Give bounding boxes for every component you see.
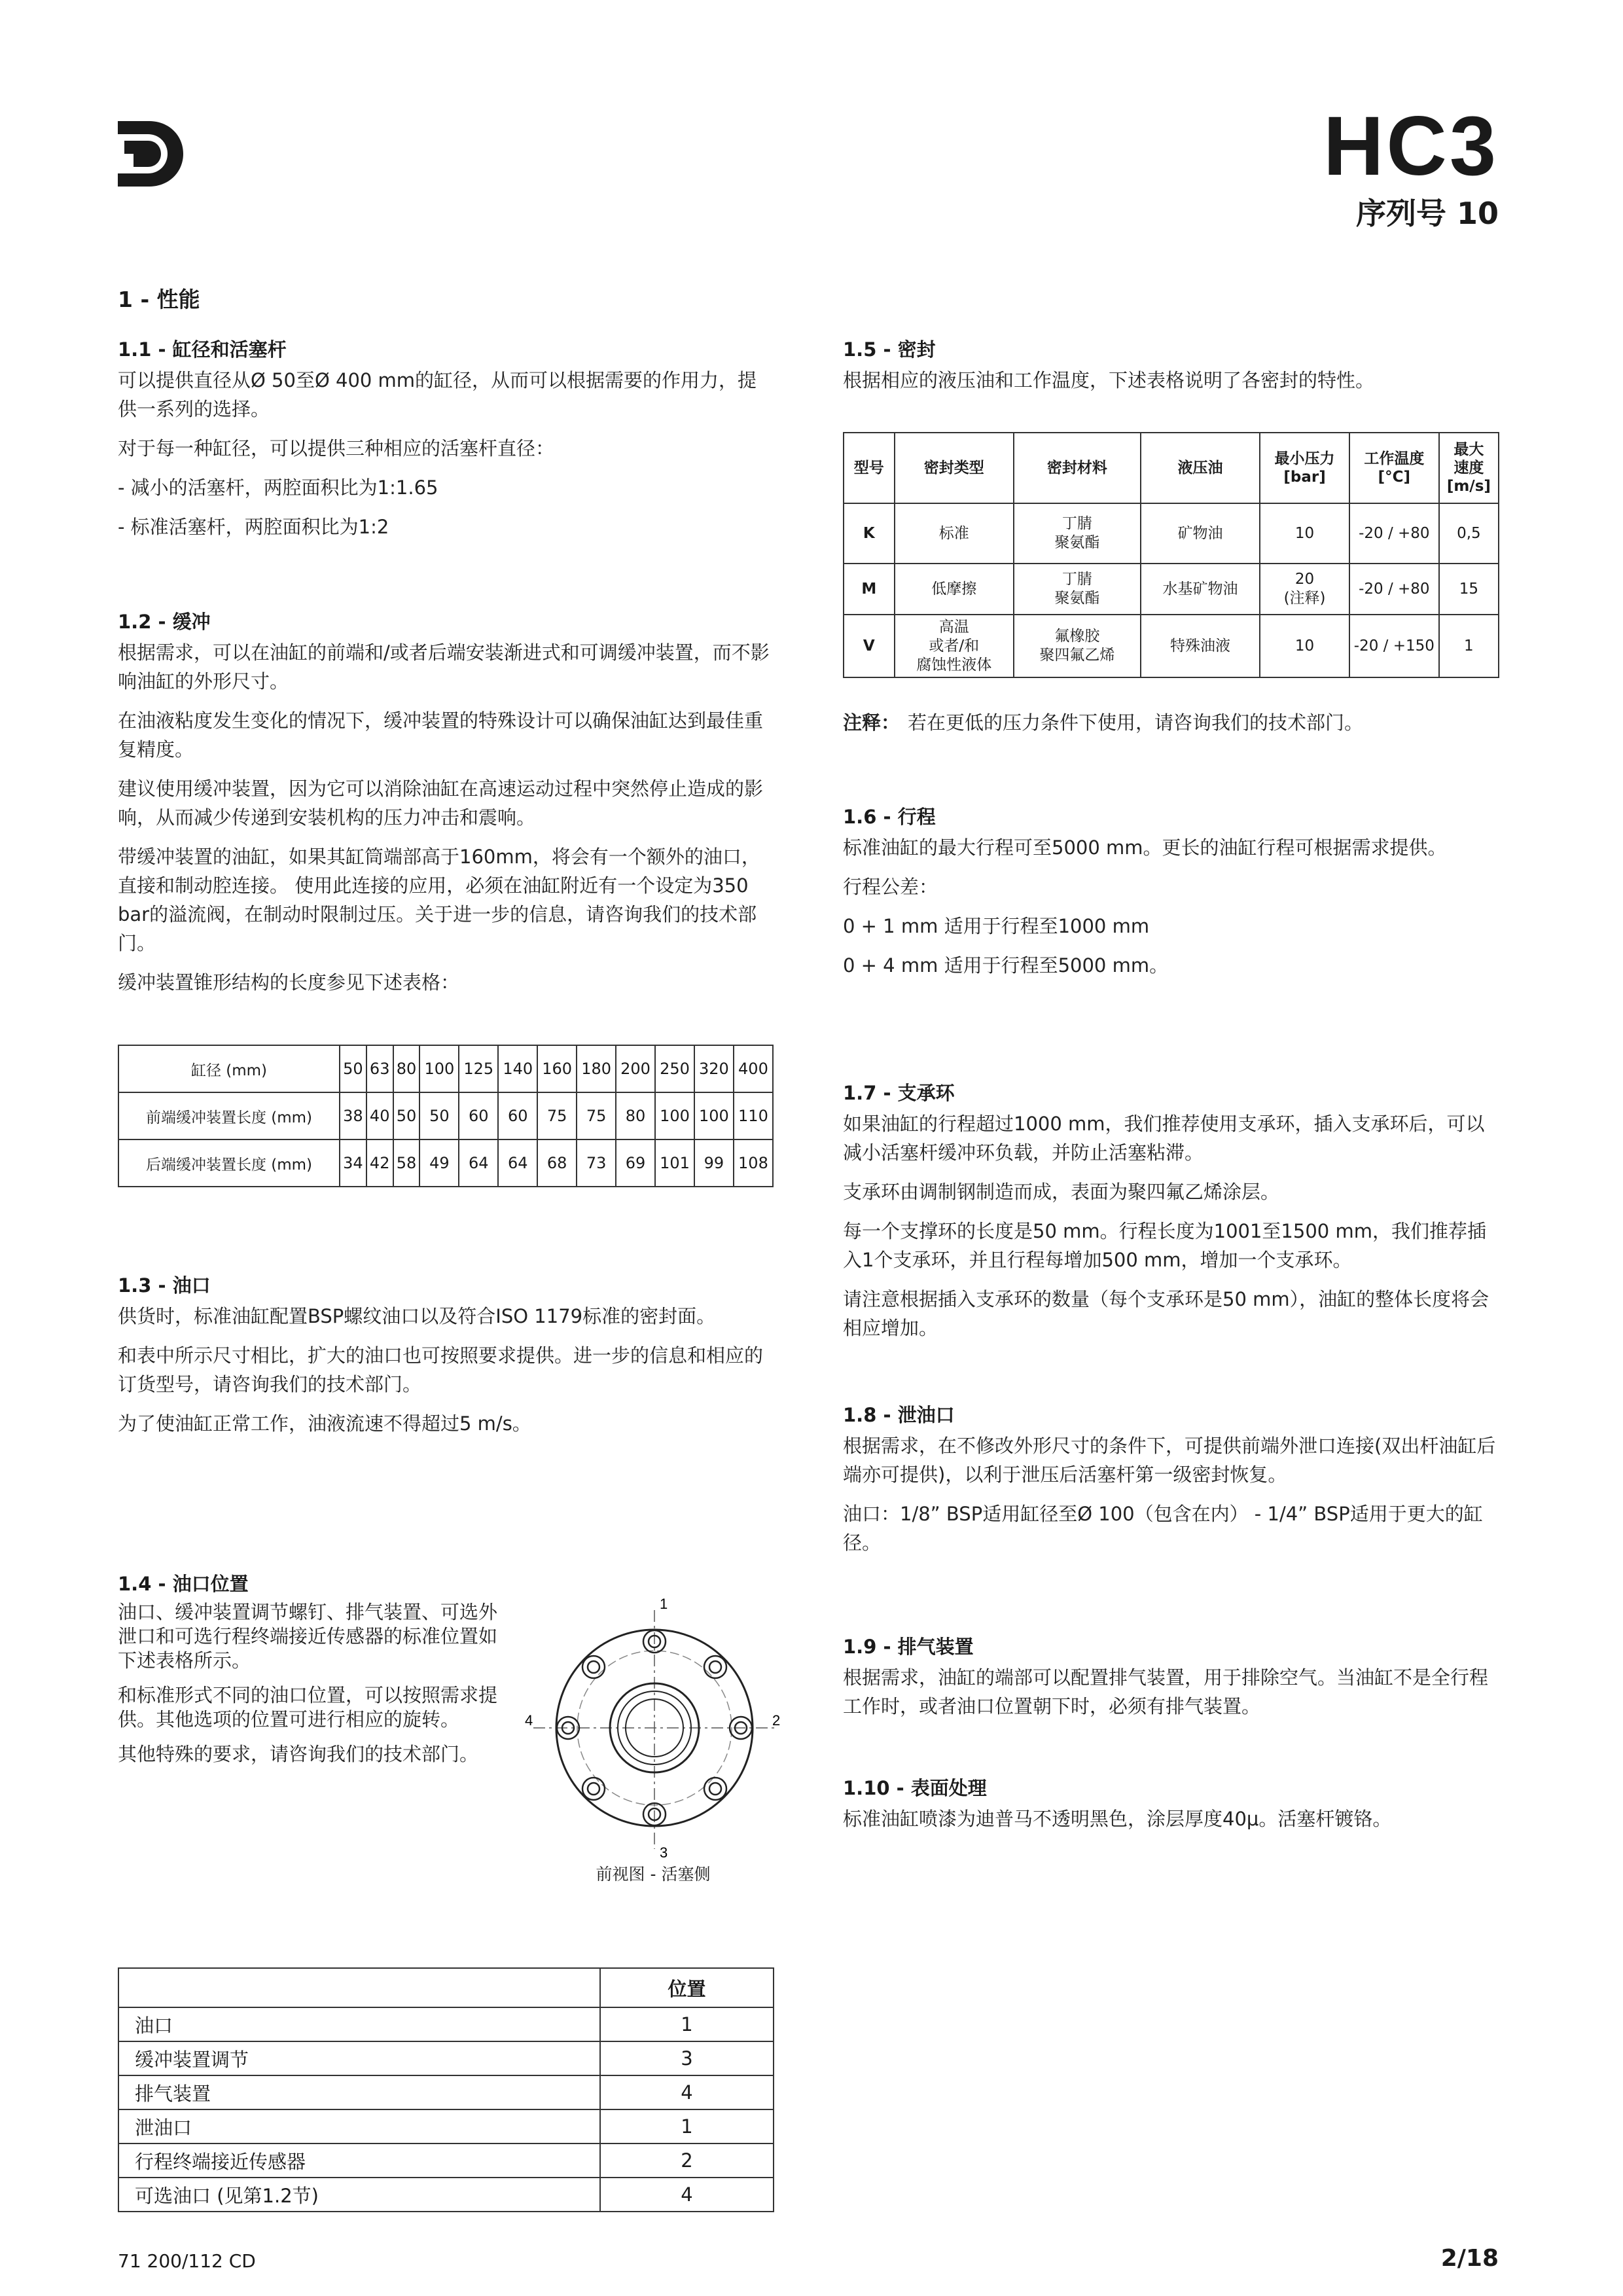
table-row: [844, 615, 1499, 677]
figure-label-1: 1: [660, 1597, 668, 1612]
model-title: HC3: [1323, 99, 1499, 193]
paragraph: - 标准活塞杆，两腔面积比为1:2: [118, 516, 389, 538]
table-cell: 50: [393, 1092, 420, 1139]
paragraph: 根据相应的液压油和工作温度，下述表格说明了各密封的特性。: [843, 369, 1375, 391]
paragraph: 支承环由调制钢制造而成，表面为聚四氟乙烯涂层。: [843, 1181, 1280, 1203]
section-1-2: [118, 607, 776, 1007]
table-cell: 73: [577, 1139, 616, 1187]
table-row: [118, 1045, 773, 1092]
table-cell: 40: [366, 1092, 393, 1139]
table-row: [844, 503, 1499, 564]
table-cell: 34: [340, 1139, 366, 1187]
table-cell: 200: [616, 1045, 655, 1092]
table-cell: 125: [459, 1045, 498, 1092]
table-cell: 49: [419, 1139, 459, 1187]
table-cell: 38: [340, 1092, 366, 1139]
table-cell: 15: [1439, 564, 1499, 615]
table-cell: K: [844, 503, 895, 564]
paragraph: 和标准形式不同的油口位置，可以按照需求提供。其他选项的位置可进行相应的旋转。: [118, 1684, 498, 1731]
paragraph: 油口：1/8” BSP适用缸径至Ø 100（包含在内） - 1/4” BSP适用于更大的缸径。: [843, 1503, 1483, 1554]
table-cell: 50: [340, 1045, 366, 1092]
table-cell: 64: [498, 1139, 537, 1187]
paragraph: 每一个支撑环的长度是50 mm。行程长度为1001至1500 mm，我们推荐插入1个支承环，并且行程每增加500 mm，增加一个支承环。: [843, 1220, 1486, 1271]
position-value: 4: [600, 2178, 774, 2212]
row-label: 缓冲装置调节: [118, 2041, 600, 2075]
row-label: 排气装置: [118, 2075, 600, 2109]
column-header: 最大 速度 [m/s]: [1439, 433, 1499, 503]
position-table-header: 位置: [600, 1968, 774, 2007]
table-cell: 108: [734, 1139, 773, 1187]
table-row: [118, 2109, 774, 2144]
column-header: 密封类型: [895, 433, 1014, 503]
seal-note: [843, 708, 1501, 747]
table-cell: 氟橡胶 聚四氟乙烯: [1014, 615, 1141, 677]
paragraph: 油口、缓冲装置调节螺钉、排气装置、可选外泄口和可选行程终端接近传感器的标准位置如下述表格所示。: [118, 1601, 498, 1672]
position-value: 4: [600, 2075, 774, 2109]
column-header: 型号: [844, 433, 895, 503]
table-cell: 10: [1260, 503, 1349, 564]
table-cell: 50: [419, 1092, 459, 1139]
table-row: [118, 2041, 774, 2075]
front-view-flange-drawing: [517, 1597, 792, 1859]
cushion-length-table: [118, 1045, 774, 1187]
table-cell: 140: [498, 1045, 537, 1092]
section-1-10: [843, 1774, 1501, 1844]
section-1-title: 1 - 性能: [118, 287, 200, 312]
row-label: 行程终端接近传感器: [118, 2144, 600, 2178]
section-heading: 1.5 - 密封: [843, 338, 936, 361]
table-cell: -20 / +80: [1349, 564, 1439, 615]
position-value: 1: [600, 2007, 774, 2041]
paragraph: 可以提供直径从Ø 50至Ø 400 mm的缸径，从而可以根据需要的作用力，提供一系列的选择。: [118, 369, 757, 420]
table-row: [844, 564, 1499, 615]
paragraph: 为了使油缸正常工作，油液流速不得超过5 m/s。: [118, 1412, 531, 1435]
table-cell: 丁腈 聚氨酯: [1014, 564, 1141, 615]
position-value: 2: [600, 2144, 774, 2178]
paragraph: 缓冲装置锥形结构的长度参见下述表格：: [118, 971, 460, 994]
column-header: 工作温度 [°C]: [1349, 433, 1439, 503]
note-label: 注释：: [843, 711, 901, 734]
section-1-9: [843, 1632, 1501, 1731]
paragraph: 其他特殊的要求，请咨询我们的技术部门。: [118, 1743, 479, 1765]
paragraph: - 减小的活塞杆，两腔面积比为1:1.65: [118, 476, 438, 499]
table-cell: 丁腈 聚氨酯: [1014, 503, 1141, 564]
table-cell: 320: [694, 1045, 734, 1092]
figure-label-2: 2: [772, 1712, 781, 1729]
table-cell: 60: [498, 1092, 537, 1139]
table-cell: 110: [734, 1092, 773, 1139]
section-heading: 1.7 - 支承环: [843, 1082, 955, 1104]
table-cell: 58: [393, 1139, 420, 1187]
position-value: 1: [600, 2109, 774, 2144]
table-cell: 68: [537, 1139, 577, 1187]
section-1-3: [118, 1271, 776, 1448]
table-row: [118, 1092, 773, 1139]
table-cell: 75: [537, 1092, 577, 1139]
paragraph: 供货时，标准油缸配置BSP螺纹油口以及符合ISO 1179标准的密封面。: [118, 1305, 716, 1327]
figure-caption: 前视图 - 活塞侧: [596, 1865, 711, 1884]
table-cell: 0,5: [1439, 503, 1499, 564]
row-label: 后端缓冲装置长度 (mm): [118, 1139, 340, 1187]
table-cell: 低摩擦: [895, 564, 1014, 615]
section-heading: 1.9 - 排气装置: [843, 1636, 974, 1658]
table-cell: 水基矿物油: [1141, 564, 1260, 615]
paragraph: 在油液粘度发生变化的情况下，缓冲装置的特殊设计可以确保油缸达到最佳重复精度。: [118, 709, 764, 761]
paragraph: 根据需求，油缸的端部可以配置排气装置，用于排除空气。当油缸不是全行程工作时，或者油口位置朝下时，必须有排气装置。: [843, 1666, 1489, 1717]
table-cell: 80: [616, 1092, 655, 1139]
position-table: [118, 1967, 774, 2212]
row-label: 泄油口: [118, 2109, 600, 2144]
table-cell: 250: [655, 1045, 694, 1092]
paragraph: 0 + 4 mm 适用于行程至5000 mm。: [843, 954, 1169, 977]
table-cell: 特殊油液: [1141, 615, 1260, 677]
table-cell: 标准: [895, 503, 1014, 564]
column-header: 最小压力 [bar]: [1260, 433, 1349, 503]
paragraph: 建议使用缓冲装置，因为它可以消除油缸在高速运动过程中突然停止造成的影响，从而减少传递到安装机构的压力冲击和震响。: [118, 778, 764, 829]
figure-label-3: 3: [660, 1844, 668, 1859]
table-cell: 1: [1439, 615, 1499, 677]
section-heading: 1.4 - 油口位置: [118, 1573, 249, 1595]
table-cell: 100: [419, 1045, 459, 1092]
column-header: 液压油: [1141, 433, 1260, 503]
table-cell: 100: [694, 1092, 734, 1139]
paragraph: 行程公差：: [843, 876, 938, 898]
seal-table: [843, 432, 1499, 678]
table-cell: 64: [459, 1139, 498, 1187]
table-cell: 101: [655, 1139, 694, 1187]
table-cell: 99: [694, 1139, 734, 1187]
table-cell: 75: [577, 1092, 616, 1139]
section-1-1: [118, 335, 776, 552]
table-cell: 矿物油: [1141, 503, 1260, 564]
paragraph: 根据需求，可以在油缸的前端和/或者后端安装渐进式和可调缓冲装置，而不影响油缸的外形尺寸。: [118, 641, 770, 692]
paragraph: 带缓冲装置的油缸，如果其缸筒端部高于160mm，将会有一个额外的油口，直接和制动腔连接。 使用此连接的应用，必须在油缸附近有一个设定为350 bar的溢流阀，在制动时限制过压。关于进一步的信息，请咨询我们的技术部门。: [118, 846, 760, 954]
paragraph: 对于每一种缸径，可以提供三种相应的活塞杆直径：: [118, 437, 555, 459]
paragraph: 和表中所示尺寸相比，扩大的油口也可按照要求提供。进一步的信息和相应的订货型号，请咨询我们的技术部门。: [118, 1344, 764, 1395]
series-number: 序列号 10: [1355, 196, 1499, 231]
table-cell: V: [844, 615, 895, 677]
position-value: 3: [600, 2041, 774, 2075]
section-1-4: [118, 1570, 510, 1777]
paragraph: 0 + 1 mm 适用于行程至1000 mm: [843, 915, 1150, 937]
section-1-8: [843, 1401, 1501, 1568]
table-row: [118, 2144, 774, 2178]
section-heading: 1.10 - 表面处理: [843, 1777, 987, 1799]
table-cell: 63: [366, 1045, 393, 1092]
position-table-empty-header: [118, 1968, 600, 2007]
table-cell: 42: [366, 1139, 393, 1187]
row-label: 前端缓冲装置长度 (mm): [118, 1092, 340, 1139]
table-cell: 高温 或者/和 腐蚀性液体: [895, 615, 1014, 677]
section-heading: 1.3 - 油口: [118, 1274, 211, 1297]
table-cell: 80: [393, 1045, 420, 1092]
paragraph: 标准油缸的最大行程可至5000 mm。更长的油缸行程可根据需求提供。: [843, 836, 1447, 859]
section-heading: 1.6 - 行程: [843, 806, 936, 828]
column-header: 密封材料: [1014, 433, 1141, 503]
section-heading: 1.8 - 泄油口: [843, 1404, 955, 1426]
table-cell: 20 (注释): [1260, 564, 1349, 615]
table-cell: 60: [459, 1092, 498, 1139]
row-label: 缸径 (mm): [118, 1045, 340, 1092]
section-heading: 1.1 - 缸径和活塞杆: [118, 338, 287, 361]
table-cell: 69: [616, 1139, 655, 1187]
paragraph: 标准油缸喷漆为迪普马不透明黑色，涂层厚度40μ。活塞杆镀铬。: [843, 1808, 1392, 1830]
page-number: 2/18: [1440, 2245, 1499, 2272]
paragraph: 请注意根据插入支承环的数量（每个支承环是50 mm），油缸的整体长度将会相应增加。: [843, 1288, 1489, 1339]
paragraph: 根据需求，在不修改外形尺寸的条件下，可提供前端外泄口连接(双出杆油缸后端亦可提供)，以利于泄压后活塞杆第一级密封恢复。: [843, 1435, 1496, 1486]
note-text: 若在更低的压力条件下使用，请咨询我们的技术部门。: [908, 711, 1364, 734]
table-cell: 10: [1260, 615, 1349, 677]
section-1-7: [843, 1079, 1501, 1353]
figure-label-4: 4: [525, 1712, 533, 1729]
paragraph: 如果油缸的行程超过1000 mm，我们推荐使用支承环，插入支承环后，可以减小活塞杆缓冲环负载，并防止活塞粘滞。: [843, 1113, 1485, 1164]
table-row: [118, 1139, 773, 1187]
table-row: [118, 2178, 774, 2212]
company-logo-icon: [118, 121, 183, 187]
section-1-6: [843, 802, 1501, 990]
table-cell: -20 / +150: [1349, 615, 1439, 677]
row-label: 可选油口 (见第1.2节): [118, 2178, 600, 2212]
table-cell: 100: [655, 1092, 694, 1139]
row-label: 油口: [118, 2007, 600, 2041]
table-cell: 180: [577, 1045, 616, 1092]
table-cell: 160: [537, 1045, 577, 1092]
section-heading: 1.2 - 缓冲: [118, 611, 211, 633]
section-1-5: [843, 335, 1501, 405]
document-number: 71 200/112 CD: [118, 2250, 256, 2272]
table-row: [118, 2007, 774, 2041]
table-cell: 400: [734, 1045, 773, 1092]
table-cell: M: [844, 564, 895, 615]
table-cell: -20 / +80: [1349, 503, 1439, 564]
table-row: [118, 2075, 774, 2109]
